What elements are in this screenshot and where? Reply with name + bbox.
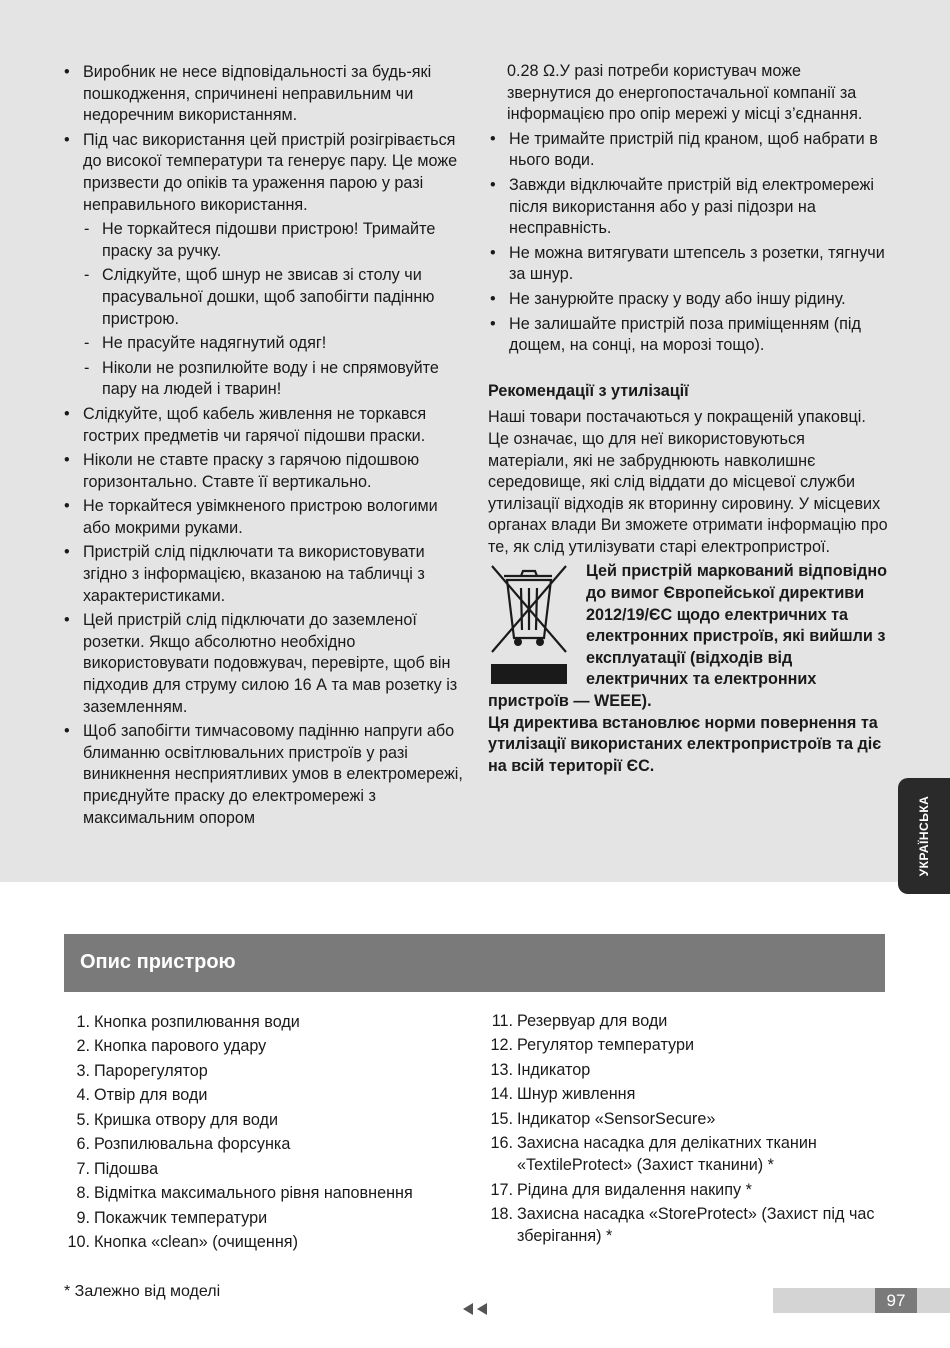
safety-item: • Під час використання цей пристрій розігрівається до високої температури та генерує пару. Це може призвести до опіків та ураження парою у разі неправильного використання. bbox=[62, 130, 467, 216]
footnote: * Залежно від моделі bbox=[64, 1283, 221, 1300]
safety-subitem: - Слідкуйте, щоб шнур не звисав зі столу чи прасувальної дошки, щоб запобігти падінню пристрою. bbox=[62, 265, 467, 330]
page-footer-bar bbox=[773, 1288, 950, 1313]
part-item: 1. Кнопка розпилювання води bbox=[76, 1013, 300, 1031]
language-tab bbox=[898, 778, 950, 894]
safety-left-column bbox=[62, 62, 467, 832]
weee-block bbox=[488, 561, 888, 777]
safety-item: • Виробник не несе відповідальності за будь-які пошкодження, спричинені неправильним чи недоречним використанням. bbox=[62, 62, 467, 127]
safety-subitem: - Не прасуйте надягнутий одяг! bbox=[62, 333, 467, 355]
part-item: 7. Підошва bbox=[76, 1159, 159, 1178]
safety-item: • Не можна витягувати штепсель з розетки, тягнучи за шнур. bbox=[488, 243, 888, 286]
language-tab-label: УКРАЇНСЬКА bbox=[917, 795, 931, 877]
safety-item-continuation: 0.28 Ω.У разі потреби користувач може звернутися до енергопостачальної компанії за інформацією про опір мережі у місці з’єднання. bbox=[507, 62, 863, 124]
safety-item: • Цей пристрій слід підключати до заземленої розетки. Якщо абсолютно необхідно використовувати подовжувач, перевірте, щоб він підходив для струму силою 16 А та мав розетку із заземленням. bbox=[62, 610, 467, 718]
parts-list-right bbox=[487, 1011, 887, 1250]
page-number: 97 bbox=[875, 1288, 917, 1313]
directive-text: Ця директива встановлює норми повернення та утилізації використаних електропристроїв та діє на всій території ЄС. bbox=[488, 713, 882, 775]
safety-item: • Не торкайтеся увімкненого пристрою вологими або мокрими руками. bbox=[62, 496, 467, 539]
part-item: 8. Відмітка максимального рівня наповнення bbox=[76, 1184, 413, 1203]
safety-subitem: - Ніколи не розпилюйте воду і не спрямовуйте пару на людей і тварин! bbox=[62, 358, 467, 401]
recycling-text: Наші товари постачаються у покращеній упаковці. Це означає, що для неї використовуються матеріали, які не забруднюють навколишнє середовище, які слід віддати до місцевої служби утилізації відходів як вторинну сировину. У місцевих органах влади Ви зможете отримати інформацію про те, як слід утилізувати старі електропристрої. bbox=[488, 408, 888, 556]
safety-subitem: - Не торкайтеся підошви пристрою! Тримайте праску за ручку. bbox=[62, 219, 467, 262]
safety-item: • Пристрій слід підключати та використовувати згідно з інформацією, вказаною на табличці з характеристиками. bbox=[62, 542, 467, 607]
part-item: 15. Індикатор «SensorSecure» bbox=[490, 1109, 716, 1128]
safety-item: • Слідкуйте, щоб кабель живлення не торкався гострих предметів чи гарячої підошви праски. bbox=[62, 404, 467, 447]
safety-list-2 bbox=[62, 404, 467, 829]
part-item: 10. Кнопка «clean» (очищення) bbox=[67, 1233, 298, 1252]
safety-item: • Завжди відключайте пристрій від електромережі після використання або у разі підозри на несправність. bbox=[488, 175, 888, 240]
weee-text: Цей пристрій маркований відповідно до вимог Європейської директиви 2012/19/ЄС щодо електричних та електронних пристроїв, які вийшли з експлуатації (відходів від електричних та електронних пристроїв — WEEE). bbox=[488, 562, 887, 711]
part-item: 9. Покажчик температури bbox=[76, 1208, 268, 1227]
part-item: 6. Розпилювальна форсунка bbox=[76, 1135, 291, 1154]
part-item: 11. Резервуар для води bbox=[491, 1012, 668, 1030]
part-item: 2. Кнопка парового удару bbox=[76, 1037, 267, 1056]
safety-item: • Ніколи не ставте праску з гарячою підошвою горизонтально. Ставте її вертикально. bbox=[62, 450, 467, 493]
safety-list-3 bbox=[488, 129, 888, 357]
safety-item: • Не залишайте пристрій поза приміщенням (під дощем, на сонці, на морозі тощо). bbox=[488, 314, 888, 357]
part-item: 17. Рідина для видалення накипу * bbox=[490, 1180, 752, 1199]
section-title: Опис пристрою bbox=[80, 951, 236, 973]
safety-item: • Не тримайте пристрій під краном, щоб набрати в нього води. bbox=[488, 129, 888, 172]
weee-crossed-bin-icon bbox=[488, 560, 570, 686]
part-item: 3. Парорегулятор bbox=[76, 1061, 208, 1080]
safety-list bbox=[62, 62, 467, 216]
recycling-heading: Рекомендації з утилізації bbox=[488, 381, 689, 400]
safety-sublist bbox=[62, 219, 467, 401]
part-item: 5. Кришка отвору для води bbox=[76, 1110, 278, 1129]
section-title-bar bbox=[64, 934, 885, 992]
part-item: 12. Регулятор температури bbox=[490, 1036, 695, 1055]
part-item: 18. Захисна насадка «StoreProtect» (Захист під час зберігання) * bbox=[490, 1204, 875, 1245]
safety-item: • Не занурюйте праску у воду або іншу рідину. bbox=[488, 289, 888, 311]
part-item: 16. Захисна насадка для делікатних тканин «TextileProtect» (Захист тканини) * bbox=[490, 1134, 817, 1175]
part-item: 14. Шнур живлення bbox=[490, 1085, 636, 1104]
safety-item: • Щоб запобігти тимчасовому падінню напруги або блиманню освітлювальних пристроїв у разі виникнення несприятливих умов в електромережі, приєднуйте праску до електромережі з максимальним опором bbox=[62, 721, 467, 829]
part-item: 13. Індикатор bbox=[490, 1060, 591, 1079]
safety-right-column bbox=[488, 61, 888, 777]
part-item: 4. Отвір для води bbox=[76, 1086, 208, 1105]
back-arrows-icon[interactable] bbox=[462, 1302, 490, 1321]
parts-list-left bbox=[64, 1012, 464, 1257]
